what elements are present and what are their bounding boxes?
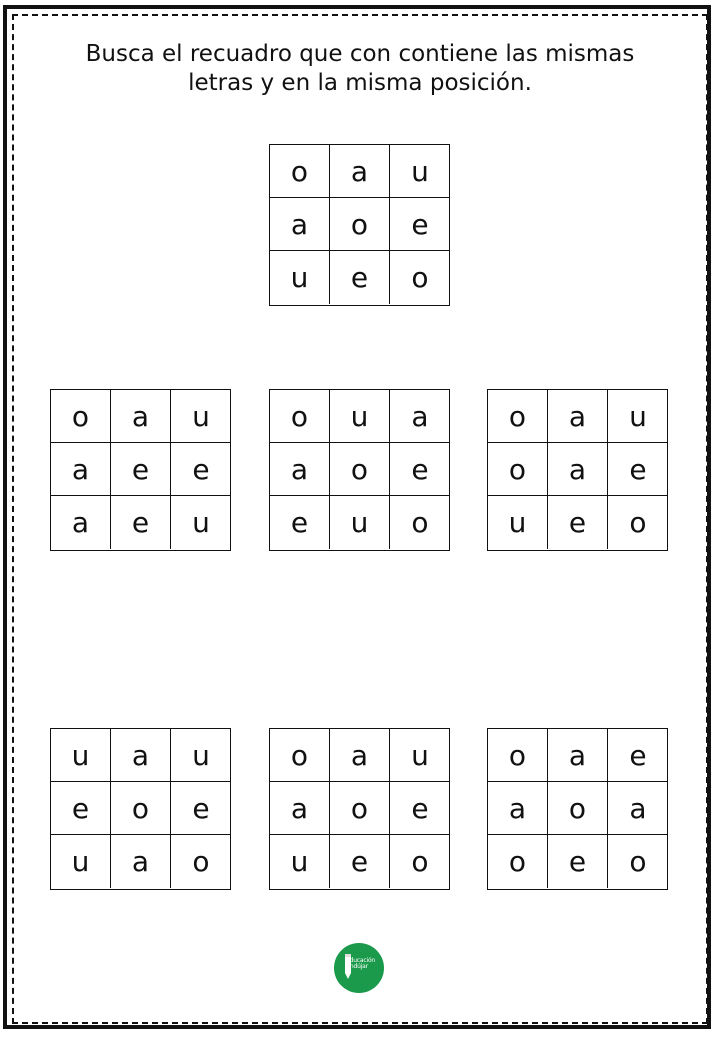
grid-cell: u	[330, 390, 390, 443]
grid-cell: e	[390, 443, 450, 496]
grid-cell: o	[629, 845, 647, 878]
grid-cell: u	[608, 390, 668, 443]
grid-cell: a	[111, 729, 171, 782]
grid-cell: o	[330, 443, 390, 496]
grid-cell: o	[270, 145, 330, 198]
grid-cell: e	[608, 443, 668, 496]
grid-cell: u	[51, 729, 111, 782]
grid-cell: a	[548, 729, 608, 782]
grid-cell: e	[111, 496, 171, 549]
grid-cell: e	[390, 782, 450, 835]
grid-cell: a	[270, 782, 330, 835]
grid-cell: e	[171, 443, 231, 496]
model-grid	[269, 144, 450, 306]
grid-cell: a	[111, 835, 171, 888]
grid-cell: a	[608, 782, 668, 835]
grid-cell: o	[270, 729, 330, 782]
grid-cell: o	[411, 506, 429, 539]
grid-cell: a	[548, 390, 608, 443]
grid-cell: u	[51, 835, 111, 888]
grid-cell: o	[629, 506, 647, 539]
grid-cell: o	[330, 198, 390, 251]
grid-cell: a	[390, 390, 450, 443]
option-grid-6[interactable]	[487, 728, 668, 890]
grid-cell: e	[51, 782, 111, 835]
option-grid-5[interactable]	[269, 728, 450, 890]
grid-cell: u	[270, 835, 330, 888]
grid-cell: a	[111, 390, 171, 443]
grid-cell: o	[488, 729, 548, 782]
grid-cell: o	[411, 261, 429, 294]
grid-cell: a	[548, 443, 608, 496]
instructions	[60, 40, 660, 98]
grid-cell: u	[488, 496, 548, 549]
grid-cell: a	[51, 496, 111, 549]
grid-cell: o	[51, 390, 111, 443]
grid-cell: o	[411, 845, 429, 878]
grid-cell: u	[171, 729, 231, 782]
grid-cell: a	[488, 782, 548, 835]
grid-cell: o	[488, 443, 548, 496]
grid-cell: e	[608, 729, 668, 782]
instructions-line-1: Busca el recuadro que con contiene las mismas	[85, 41, 635, 67]
grid-cell: a	[270, 443, 330, 496]
grid-cell: a	[51, 443, 111, 496]
grid-cell: e	[390, 198, 450, 251]
grid-cell: e	[548, 496, 608, 549]
grid-cell: u	[192, 506, 210, 539]
grid-cell: a	[270, 198, 330, 251]
grid-cell: o	[192, 845, 210, 878]
logo	[334, 943, 384, 993]
grid-cell: u	[390, 145, 450, 198]
grid-cell: o	[330, 782, 390, 835]
grid-cell: o	[111, 782, 171, 835]
option-grid-1[interactable]	[50, 389, 231, 551]
grid-cell: o	[488, 390, 548, 443]
grid-cell: a	[330, 729, 390, 782]
grid-cell: e	[548, 835, 608, 888]
option-grid-3[interactable]	[487, 389, 668, 551]
grid-cell: o	[488, 835, 548, 888]
grid-cell: e	[111, 443, 171, 496]
grid-cell: e	[330, 251, 390, 304]
instructions-line-2: letras y en la misma posición.	[188, 70, 532, 96]
logo-text: Educación Andújar	[346, 957, 376, 970]
grid-cell: u	[390, 729, 450, 782]
grid-cell: o	[270, 390, 330, 443]
option-grid-4[interactable]	[50, 728, 231, 890]
grid-cell: a	[330, 145, 390, 198]
grid-cell: u	[330, 496, 390, 549]
grid-cell: e	[330, 835, 390, 888]
grid-cell: e	[270, 496, 330, 549]
grid-cell: u	[171, 390, 231, 443]
grid-cell: o	[548, 782, 608, 835]
option-grid-2[interactable]	[269, 389, 450, 551]
grid-cell: e	[171, 782, 231, 835]
grid-cell: u	[270, 251, 330, 304]
